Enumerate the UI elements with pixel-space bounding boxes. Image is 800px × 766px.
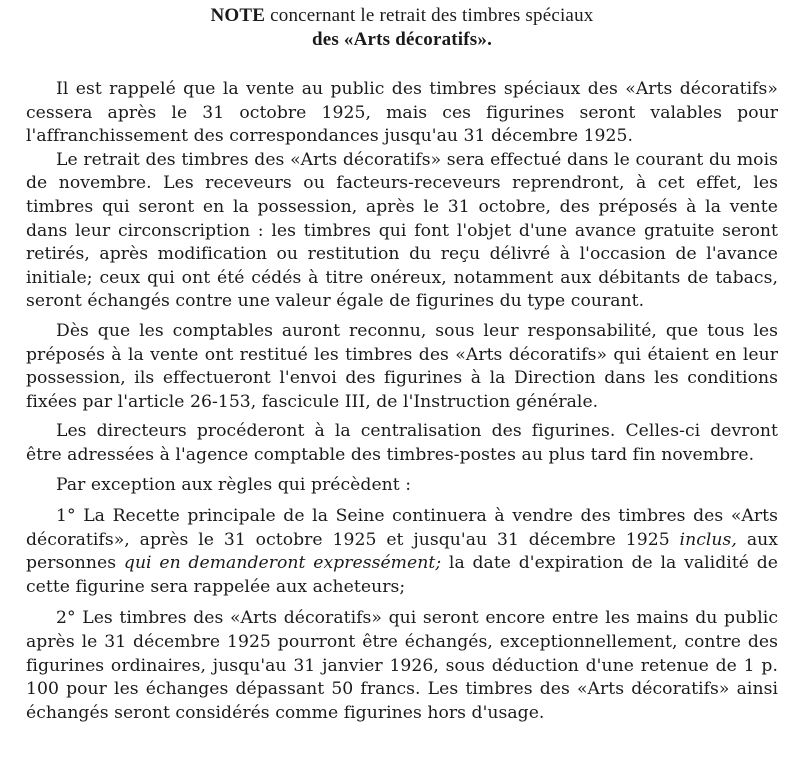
exception-item-1 xyxy=(26,505,778,599)
paragraph-4: Les directeurs procéderont à la centralisation des figurines. Celles-ci devront être adressées à l'agence comptable des timbres-postes au plus tard fin novembre. xyxy=(26,421,778,465)
title-line-1-rest: concernant le retrait des timbres spéciaux xyxy=(265,5,594,26)
item-1-middle: aux personnes xyxy=(26,529,778,574)
item-1-italic-inclus: inclus, xyxy=(679,529,737,550)
exception-item-2: 2° Les timbres des «Arts décoratifs» qui seront encore entre les mains du public après le 31 décembre 1925 pourront être échangés, exceptionnellement, contre des figurines ordinaires, jusqu'au 31 janvier 1926, sous déduction d'une retenue de 1 p. 100 pour les échanges dépassant 50 francs. Les timbres des «Arts décoratifs» ainsi échangés seront considérés comme figurines hors d'usage. xyxy=(26,608,778,723)
paragraph-3: Dès que les comptables auront reconnu, sous leur responsabilité, que tous les préposés à la vente ont restitué les timbres des «Arts décoratifs» qui étaient en leur possession, ils effectueront l'envoi des figurines à la Direction dans les conditions fixées par l'article 26-153, fascicule III, de l'Instruction générale. xyxy=(26,320,778,412)
paragraph-5: Par exception aux règles qui précèdent : xyxy=(56,474,412,495)
title-line-2: des «Arts décoratifs». xyxy=(311,29,493,50)
title-note-word: NOTE xyxy=(210,5,266,26)
document-title xyxy=(26,4,778,52)
title-line-1 xyxy=(26,4,778,28)
item-1-italic-expressement: qui en demanderont expressément; xyxy=(123,553,442,574)
item-1-before: 1° La Recette principale de la Seine continuera à vendre des timbres des «Arts décoratifs», après le 31 octobre 1925 et jusqu'au 31 décembre 1925 xyxy=(26,506,778,550)
paragraph-1: Il est rappelé que la vente au public des timbres spéciaux des «Arts décoratifs» cessera après le 31 octobre 1925, mais ces figurines seront valables pour l'affranchissement des correspondances jusqu'au 31 décembre 1925. xyxy=(26,79,778,147)
paragraph-2: Le retrait des timbres des «Arts décoratifs» sera effectué dans le courant du mois de novembre. Les receveurs ou facteurs-receveurs reprendront, à cet effet, les timbres qui seront en la possession, après le 31 octobre, des préposés à la vente dans leur circonscription : les timbres qui font l'objet d'une avance gratuite seront retirés, après modification ou restitution du reçu délivré à l'occasion de l'avance initiale; ceux qui ont été cédés à titre onéreux, notamment aux débitants de tabacs, seront échangés contre une valeur égale de figurines du type courant. xyxy=(26,149,778,312)
item-1-after: la date d'expiration de la validité de cette figurine sera rappelée aux acheteurs; xyxy=(26,553,779,597)
